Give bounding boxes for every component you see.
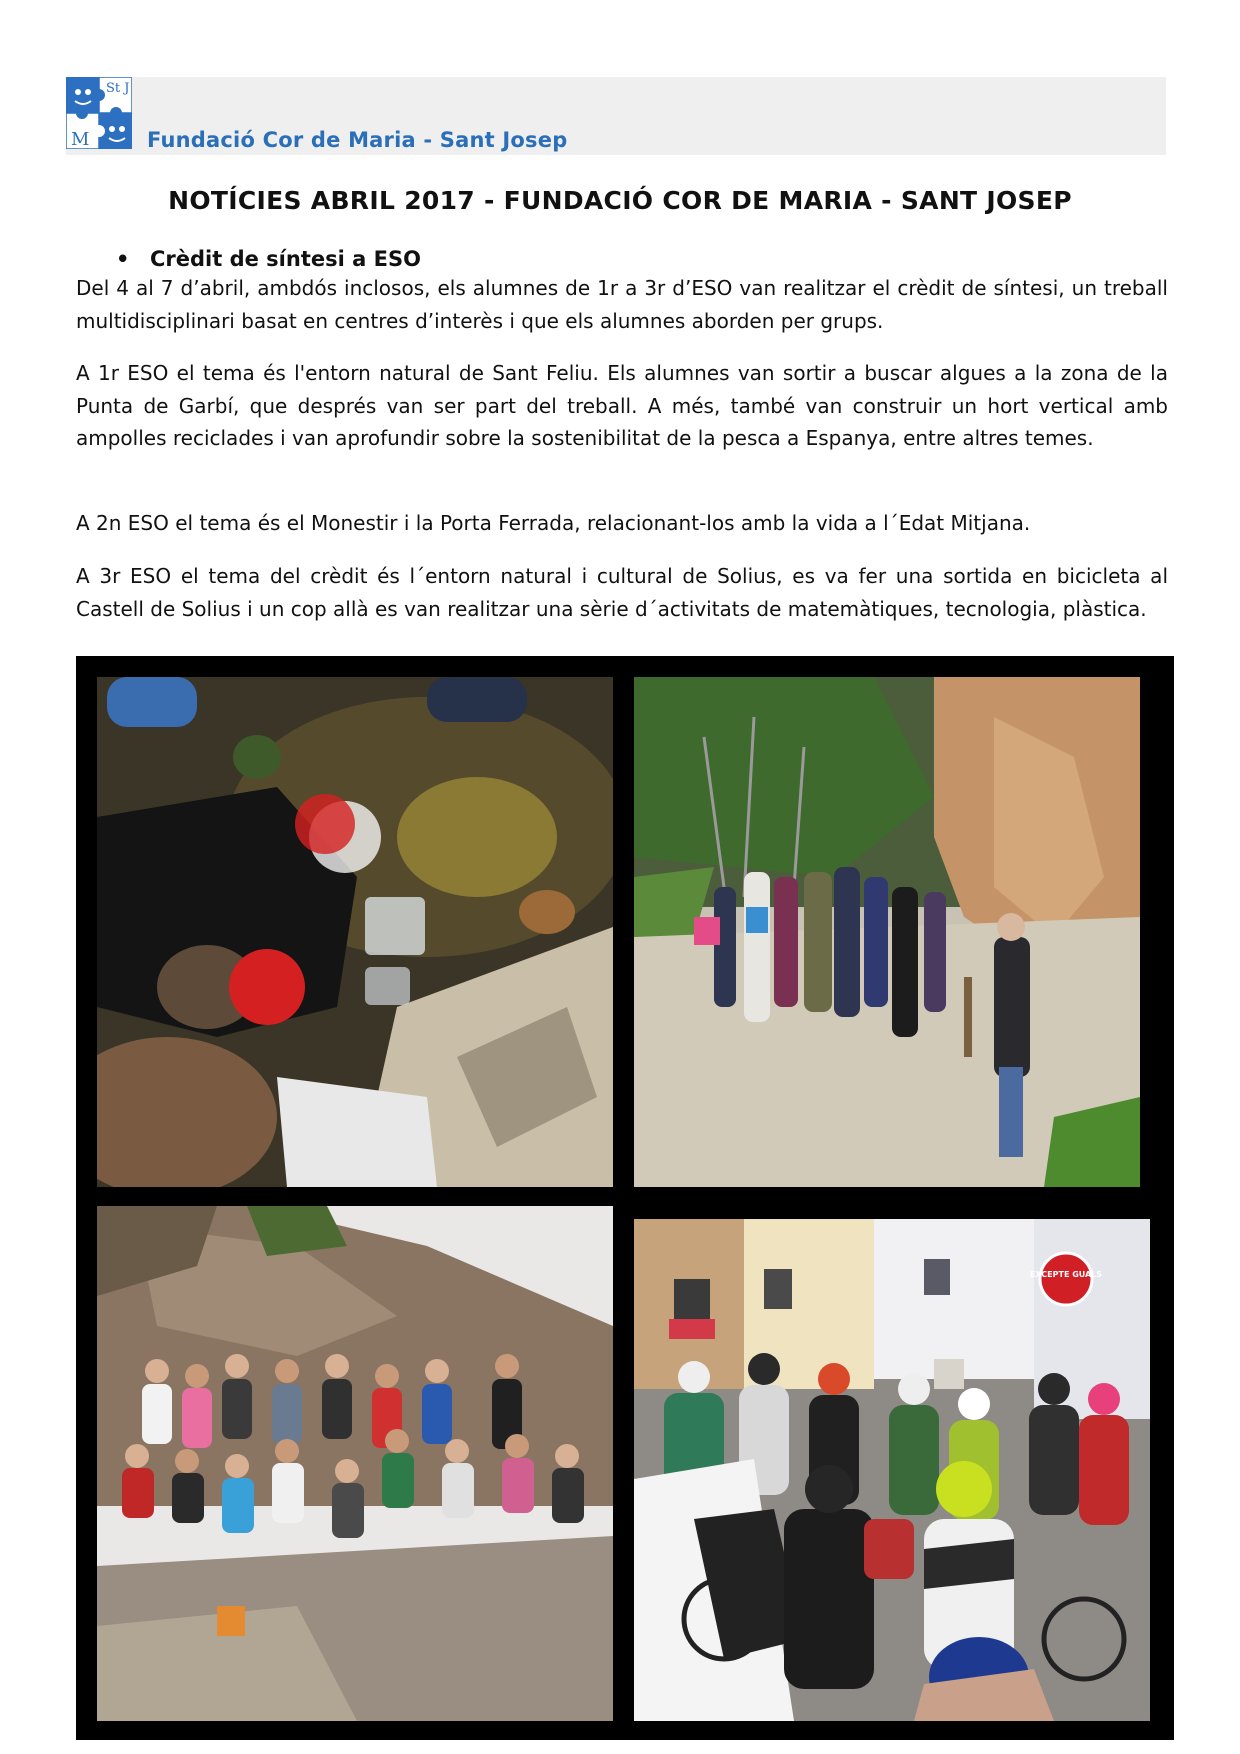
page-title: NOTÍCIES ABRIL 2017 - FUNDACIÓ COR DE MARIA - SANT JOSEP [168,186,1072,215]
paragraph-intro: Del 4 al 7 d’abril, ambdós inclosos, els alumnes de 1r a 3r d’ESO van realitzar el crèdit de síntesi, un treball multidisciplinari basat en centres d’interès i que els alumnes aborden per grups. [76,276,1168,333]
photo-collage [76,656,1174,1740]
foundation-logo [66,77,132,149]
logo-bottom-letters: M [71,129,90,149]
paragraph-3r-eso: A 3r ESO el tema del crèdit és l´entorn natural i cultural de Solius, es va fer una sortida en bicicleta al Castell de Solius i un cop allà es van realitzar una sèrie d´activitats de matemàtiques, tecnologia, plàstica. [76,564,1168,621]
photo-rock-pool [97,677,613,1187]
paragraph-1r-eso: A 1r ESO el tema és l'entorn natural de Sant Feliu. Els alumnes van sortir a buscar algues a la zona de la Punta de Garbí, que després van ser part del treball. A més, també van construir un hort vertical amb ampolles reciclades i van aprofundir sobre la sostenibilitat de la pesca a Espanya, entre altres temes. [76,361,1168,450]
no-entry-sign-text: EXCEPTE GUALS [1029,1270,1103,1279]
logo-top-letters: St J [106,81,130,96]
section-heading-text: Crèdit de síntesi a ESO [150,247,421,271]
bullet-icon: • [116,247,130,271]
photo-cyclists-street [634,1219,1150,1721]
organization-name: Fundació Cor de Maria - Sant Josep [147,128,568,152]
paragraph-2n-eso: A 2n ESO el tema és el Monestir i la Porta Ferrada, relacionant-los amb la vida a l´Edat Mitjana. [76,511,1031,535]
section-heading [116,247,421,271]
photo-group-cliff-path [634,677,1140,1187]
photo-group-on-rocks [97,1206,613,1721]
